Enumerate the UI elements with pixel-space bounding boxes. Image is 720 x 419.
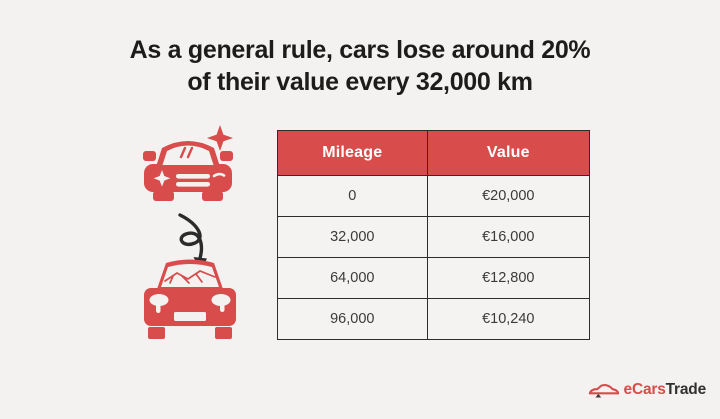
mileage-cell: 32,000 bbox=[278, 217, 428, 258]
table-row bbox=[278, 299, 590, 340]
depreciation-table bbox=[277, 130, 590, 340]
table-row bbox=[278, 258, 590, 299]
table-row bbox=[278, 176, 590, 217]
value-cell: €10,240 bbox=[427, 299, 589, 340]
table-header-row bbox=[278, 131, 590, 176]
value-cell: €20,000 bbox=[427, 176, 589, 217]
title-line-1: As a general rule, cars lose around 20% bbox=[129, 36, 591, 64]
ecarstrade-logo bbox=[588, 381, 706, 399]
mileage-cell: 0 bbox=[278, 176, 428, 217]
old-damaged-car-icon bbox=[137, 258, 243, 346]
mileage-cell: 64,000 bbox=[278, 258, 428, 299]
new-shiny-car-icon bbox=[131, 124, 245, 208]
title-line-2: of their value every 32,000 km bbox=[187, 68, 533, 96]
depreciation-table-container bbox=[277, 130, 590, 340]
car-outline-logo-icon bbox=[588, 381, 620, 399]
column-header-value: Value bbox=[427, 131, 589, 176]
logo-text bbox=[624, 381, 706, 399]
logo-text-trade: Trade bbox=[665, 381, 706, 398]
column-header-mileage: Mileage bbox=[278, 131, 428, 176]
logo-text-ecars: eCars bbox=[623, 381, 666, 398]
value-cell: €12,800 bbox=[427, 258, 589, 299]
value-cell: €16,000 bbox=[427, 217, 589, 258]
page-title bbox=[0, 34, 720, 98]
table-row bbox=[278, 217, 590, 258]
mileage-cell: 96,000 bbox=[278, 299, 428, 340]
